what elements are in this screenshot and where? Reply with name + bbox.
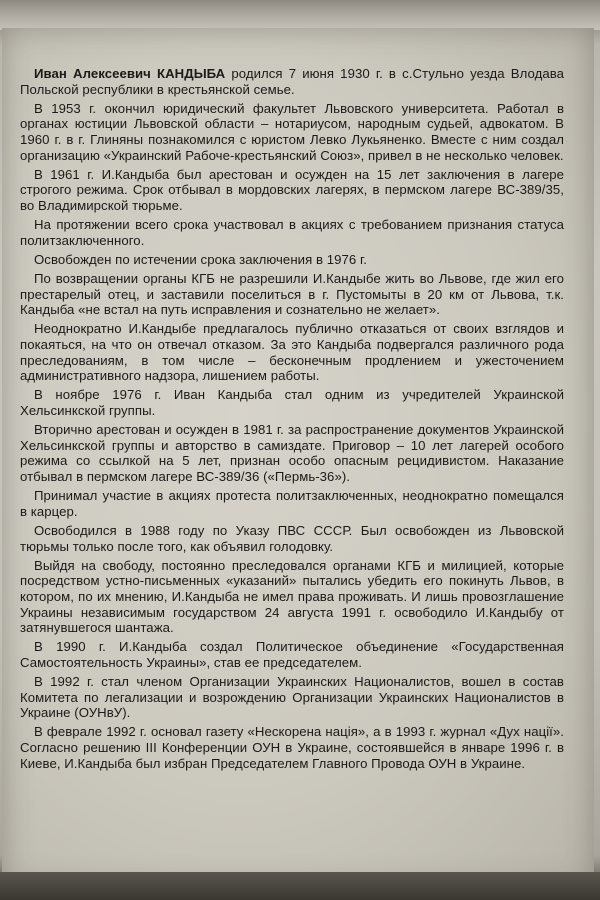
frame-top-edge <box>0 0 600 30</box>
paragraph: По возвращении органы КГБ не разрешили И.Кандыбе жить во Львове, где жил его престарелый отец, и заставили поселиться в г. Пустомыты в 20 км от Львова, т.к. Кандыба «не встал на путь исправления и сознательно не желает». <box>20 271 564 318</box>
paragraph-text: родился 7 июня 1930 г. в с.Стульно уезда Влодава Польской республики в крестьянской семье. <box>20 66 564 97</box>
paragraph: Принимал участие в акциях протеста политзаключенных, неоднократно помещался в карцер. <box>20 488 564 519</box>
paragraph: В феврале 1992 г. основал газету «Нескорена нація», а в 1993 г. журнал «Дух нації». Согласно решению III Конференции ОУН в Украине, состоявшейся в январе 1996 г. в Киеве, И.Кандыба был избран Председателем Главного Провода ОУН в Украине. <box>20 724 564 771</box>
paragraph: Выйдя на свободу, постоянно преследовался органами КГБ и милицией, которые посредством устно-письменных «указаний» пытались убедить его покинуть Львов, в котором, по их мнению, И.Кандыба не имел права проживать. И лишь провозглашение Украины независимым государством 24 августа 1991 г. освободило И.Кандыбу от затянувшегося шантажа. <box>20 557 564 636</box>
paragraph: В 1961 г. И.Кандыба был арестован и осужден на 15 лет заключения в лагере строгого режима. Срок отбывал в мордовских лагерях, в пермском лагере ВС-389/35, во Владимирской тюрьме. <box>20 166 564 213</box>
paragraph: Неоднократно И.Кандыбе предлагалось публично отказаться от своих взглядов и покаяться, на что он отвечал отказом. За это Кандыба подвергался различного рода преследованиям, в том числе – бесконечным продлением и ужесточением административного надзора, лишением работы. <box>20 321 564 384</box>
paragraph: Освобожден по истечении срока заключения в 1976 г. <box>34 251 367 267</box>
biography-text <box>20 66 564 775</box>
paragraph: В 1953 г. окончил юридический факультет Львовского университета. Работал в органах юстиции Львовской области – нотариусом, народным судьей, адвокатом. В 1960 г. в г. Глиняны познакомился с юристом Левко Лукьяненко. Вместе с ним создал организацию «Украинский Рабоче-крестьянский Союз», привел в не несколько человек. <box>20 100 564 163</box>
person-name: Иван Алексеевич КАНДЫБА <box>34 66 226 81</box>
paragraph: В 1990 г. И.Кандыба создал Политическое объединение «Государственная Самостоятельность Украины», став ее председателем. <box>20 639 564 670</box>
paragraph: Вторично арестован и осужден в 1981 г. за распространение документов Украинской Хельсинкской группы и авторство в самиздате. Приговор – 10 лет лагерей особого режима со ссылкой на 5 лет, признан особо опасным рецидивистом. Наказание отбывал в пермском лагере ВС-389/36 («Пермь-36»). <box>20 422 564 484</box>
paragraph: Освободился в 1988 году по Указу ПВС СССР. Был освобожден из Львовской тюрьмы только после того, как объявил голодовку. <box>20 522 564 554</box>
paragraph: В 1992 г. стал членом Организации Украинских Националистов, вошел в состав Комитета по легализации и возрождению Организации Украинских Националистов в Украине (ОУНвУ). <box>20 674 564 721</box>
paragraph: В ноябре 1976 г. Иван Кандыба стал одним из учредителей Украинской Хельсинкской группы. <box>20 387 564 419</box>
paragraph-intro <box>20 66 564 97</box>
frame-bottom-edge <box>0 872 600 900</box>
paragraph: На протяжении всего срока участвовал в акциях с требованием признания статуса политзаключенного. <box>20 217 564 248</box>
